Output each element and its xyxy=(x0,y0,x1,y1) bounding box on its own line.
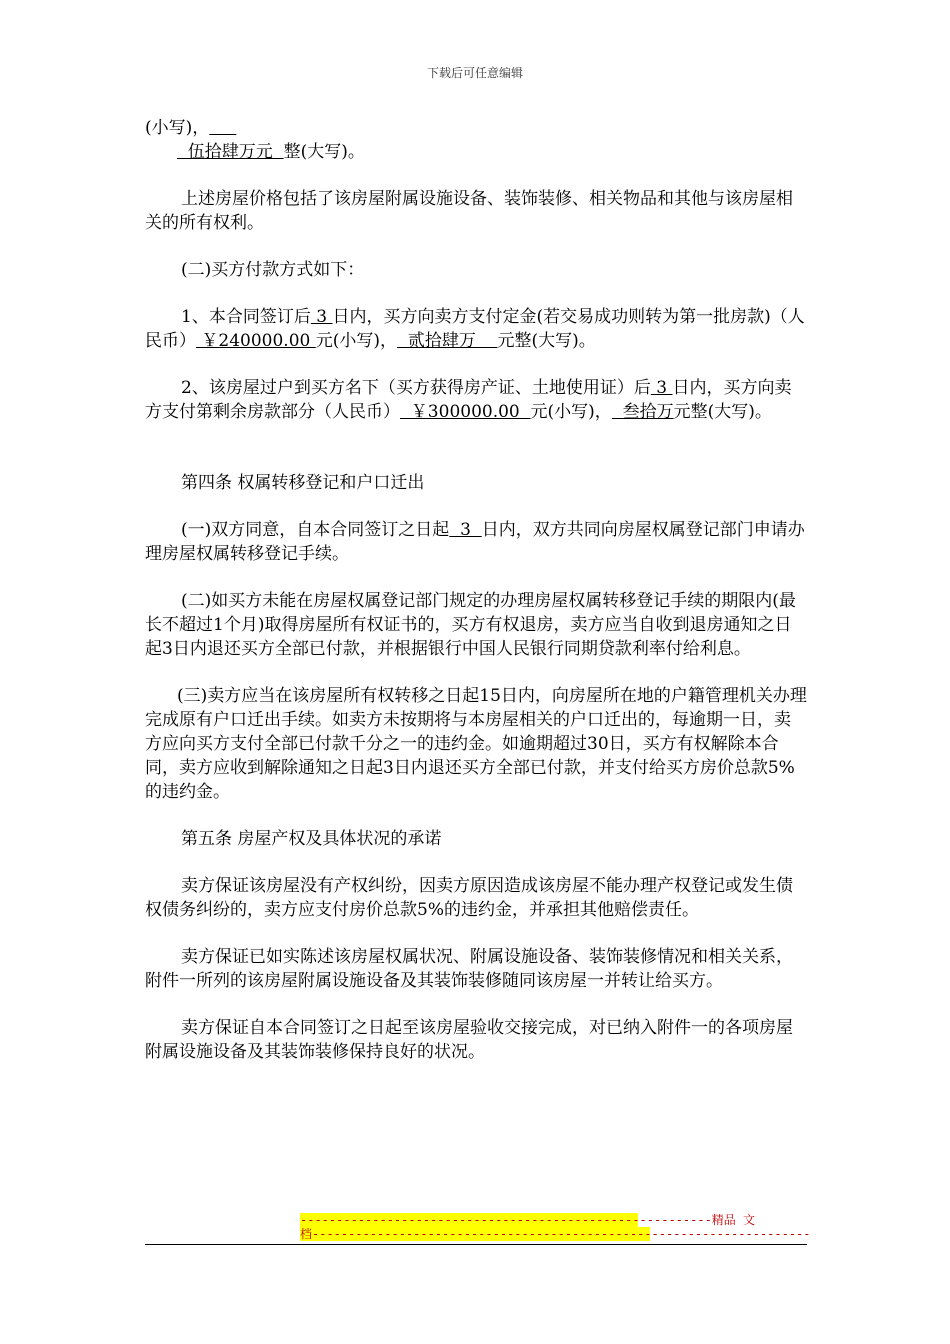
article-five-heading: 第五条 房屋产权及具体状况的承诺 xyxy=(181,829,442,849)
paragraph-condition-guarantee: 卖方保证自本合同签订之日起至该房屋验收交接完成，对已纳入附件一的各项房屋附属设施设备及其装饰装修保持良好的状况。 xyxy=(145,1018,793,1062)
amount-lowercase: ￥240000.00 xyxy=(196,331,316,351)
paragraph-price-lowercase xyxy=(145,116,807,140)
paragraph-transfer-registration xyxy=(145,518,807,566)
text-span: 元整(大写)。 xyxy=(673,402,772,422)
paragraph-deposit xyxy=(145,305,807,353)
text-span: 日内，双方共同向房屋权属登记部门申请办理房屋权属转移登记手续。 xyxy=(145,520,805,564)
paragraph-price-uppercase xyxy=(145,140,807,164)
paragraph-no-dispute-guarantee: 卖方保证该房屋没有产权纠纷，因卖方原因造成该房屋不能办理产权登记或发生债权债务纠纷的，卖方应支付房价总款5%的违约金，并承担其他赔偿责任。 xyxy=(145,876,793,920)
paragraph-price-scope: 上述房屋价格包括了该房屋附属设施设备、装饰装修、相关物品和其他与该房屋相关的所有权利。 xyxy=(145,189,793,233)
article-four-heading: 第四条 权属转移登记和户口迁出 xyxy=(181,473,425,493)
text-span: 1、本合同签订后 xyxy=(181,307,311,327)
paragraph-household-registration: (三)卖方应当在该房屋所有权转移之日起15日内，向房屋所在地的户籍管理机关办理完成原有户口迁出手续。如卖方未按期将与本房屋相关的户口迁出的，每逾期一日，卖方应向买方支付全部已付款千分之一的违约金。如逾期超过30日，买方有权解除本合同，卖方应收到解除通知之日起3日内退还买方全部已付款，并支付给买方房价总款5%的违约金。 xyxy=(145,686,807,802)
amount-uppercase: 叁拾万 xyxy=(611,402,674,422)
footer-watermark xyxy=(300,1213,811,1241)
text-span: 日内，买方向卖方支付第剩余房款部分（人民币） xyxy=(145,378,792,422)
paragraph-balance-payment xyxy=(145,376,807,424)
days-field: 3 xyxy=(310,307,333,327)
text-span: 元(小写)， xyxy=(315,331,398,351)
amount-lowercase: ￥300000.00 xyxy=(400,402,531,422)
days-field: 3 xyxy=(449,520,482,540)
text-span: 元整(大写)。 xyxy=(497,331,596,351)
text-span: (小写)， xyxy=(145,118,210,138)
amount-uppercase: 伍拾肆万元 xyxy=(177,142,284,162)
text-span: 2、该房屋过户到买方名下（买方获得房产证、土地使用证）后 xyxy=(181,378,651,398)
footer-line-1: ---------------------------------------------------------精品 文 xyxy=(300,1213,756,1227)
text-span: 日内，买方向卖方支付定金(若交易成功则转为第一批房款)（人民币） xyxy=(145,307,805,351)
footer-line-2: 档--------------------------------------------------------------------- xyxy=(300,1227,811,1241)
document-body xyxy=(145,116,807,1064)
page-header: 下载后可任意编辑 xyxy=(426,66,523,80)
paragraph-refund-clause: (二)如买方未能在房屋权属登记部门规定的办理房屋权属转移登记手续的期限内(最长不超过1个月)取得房屋所有权证书的，买方有权退房，卖方应当自收到退房通知之日起3日内退还买方全部已付款，并根据银行中国人民银行同期贷款利率付给利息。 xyxy=(145,591,796,659)
footer-rule xyxy=(145,1244,807,1245)
days-field: 3 xyxy=(650,378,673,398)
text-span: 整(大写)。 xyxy=(283,142,365,162)
text-span: (一)双方同意，自本合同签订之日起 xyxy=(181,520,450,540)
blank-field xyxy=(209,118,236,138)
amount-uppercase: 贰拾肆万 xyxy=(397,331,498,351)
paragraph-disclosure-guarantee: 卖方保证已如实陈述该房屋权属状况、附属设施设备、装饰装修情况和相关关系，附件一所列的该房屋附属设施设备及其装饰装修随同该房屋一并转让给买方。 xyxy=(145,947,793,991)
text-span: 元(小写)， xyxy=(530,402,612,422)
paragraph-payment-method: (二)买方付款方式如下： xyxy=(181,260,365,280)
